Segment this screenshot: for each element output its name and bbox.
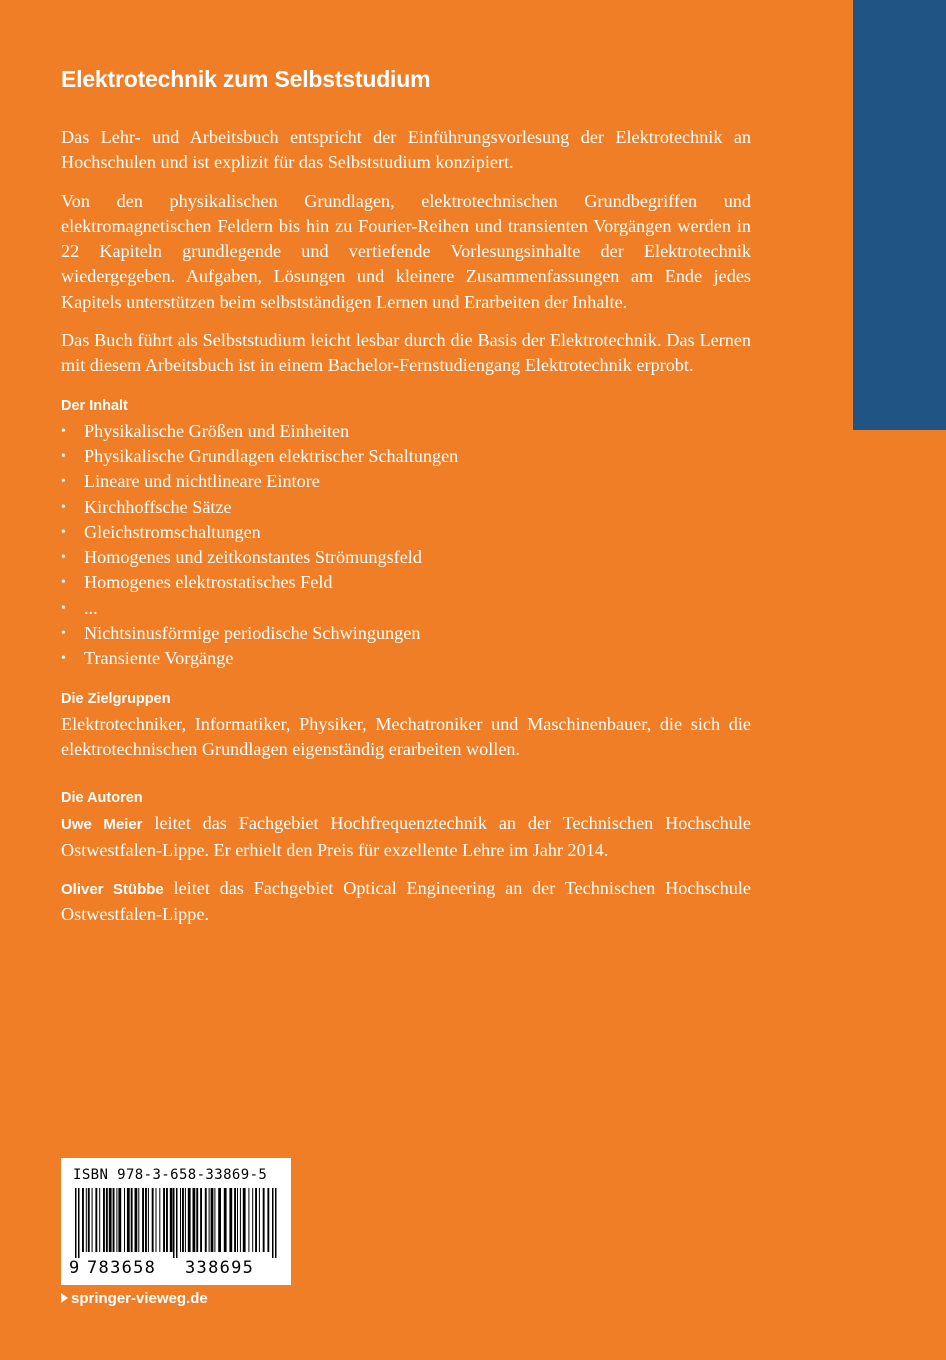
barcode-bar xyxy=(86,1188,87,1252)
barcode-first-digit: 9 xyxy=(69,1258,81,1278)
list-item: • ... xyxy=(61,596,751,621)
list-item: • Nichtsinusförmige periodische Schwingungen xyxy=(61,621,751,646)
barcode-right-digits: 338695 xyxy=(185,1258,255,1278)
author-2-bio: Oliver Stübbe leitet das Fachgebiet Optical Engineering an der Technischen Hochschule Ostwestfalen-Lippe. xyxy=(61,877,751,925)
zielgruppen-text: Elektrotechniker, Informatiker, Physiker, Mechatroniker und Maschinenbauer, die sich die elektrotechnischen Grundlagen eigenständig erarbeiten wollen. xyxy=(61,713,751,759)
intro-paragraph-2: Von den physikalischen Grundlagen, elektrotechnischen Grundbegriffen und elektromagnetischen Feldern bis hin zu Fourier-Reihen und transienten Vorgängen werden in 22 Kapiteln grundlegende und vertiefende Vorlesungsinhalte der Elektrotechnik wiedergegeben. Aufgaben, Lösungen und kleinere Zusammenfassungen am Ende jedes Kapitels unterstützen beim selbstständigen Lernen und Erarbeiten der Inhalte. xyxy=(61,190,751,312)
barcode-bar xyxy=(142,1188,144,1252)
author-2-name: Oliver Stübbe xyxy=(61,880,164,898)
bullet-icon: • xyxy=(61,499,66,515)
barcode-bar xyxy=(259,1188,260,1252)
autoren-heading: Die Autoren xyxy=(61,790,143,807)
barcode-bar xyxy=(127,1188,130,1252)
bullet-icon: • xyxy=(61,448,66,464)
bullet-icon: • xyxy=(61,474,66,490)
inhalt-list xyxy=(61,419,751,672)
barcode-bar xyxy=(176,1188,178,1258)
list-item: • Gleichstromschaltungen xyxy=(61,520,751,545)
barcode-bar xyxy=(166,1188,168,1252)
list-item: • Homogenes elektrostatisches Feld xyxy=(61,570,751,595)
bullet-icon: • xyxy=(61,550,66,566)
barcode-bar xyxy=(263,1188,265,1252)
isbn-barcode xyxy=(61,1158,291,1285)
barcode-bar xyxy=(193,1188,196,1252)
barcode-bar xyxy=(224,1188,227,1252)
intro-paragraph-3: Das Buch führt als Selbststudium leicht lesbar durch die Basis der Elektrotechnik. Das Lernen mit diesem Arbeitsbuch ist in einem Bachelor-Fernstudiengang Elektrotechnik erprobt. xyxy=(61,330,751,376)
barcode-bar xyxy=(200,1188,202,1252)
barcode-bar xyxy=(118,1188,121,1252)
barcode-left-digits: 783658 xyxy=(87,1258,157,1278)
publisher-link[interactable]: springer-vieweg.de xyxy=(61,1290,208,1307)
barcode-bar xyxy=(185,1188,186,1252)
barcode-bar xyxy=(103,1188,105,1252)
barcode-bar xyxy=(237,1188,238,1252)
triangle-arrow-icon xyxy=(61,1293,68,1303)
barcode-bar xyxy=(99,1188,100,1252)
barcode-bar xyxy=(145,1188,147,1252)
barcode-bar xyxy=(209,1188,210,1252)
barcode-bar xyxy=(180,1188,181,1252)
zielgruppen-heading: Die Zielgruppen xyxy=(61,690,171,707)
barcode-bar xyxy=(275,1188,277,1258)
barcode-bar xyxy=(88,1188,90,1252)
barcode-bar xyxy=(78,1188,80,1258)
barcode-bar xyxy=(272,1188,274,1258)
barcode-bar xyxy=(131,1188,133,1252)
intro-paragraph-1: Das Lehr- und Arbeitsbuch entspricht der Einführungsvorlesung der Elektrotechnik an Hochschulen und ist explizit für das Selbststudium konzipiert. xyxy=(61,127,751,173)
bullet-icon: • xyxy=(61,600,66,616)
barcode-bar xyxy=(113,1188,115,1252)
barcode-bar xyxy=(163,1188,165,1252)
barcode-bar xyxy=(148,1188,149,1252)
barcode-bar xyxy=(205,1188,207,1252)
book-title: Elektrotechnik zum Selbststudium xyxy=(61,66,431,92)
barcode-bar xyxy=(234,1188,236,1252)
author-1-bio: Uwe Meier leitet das Fachgebiet Hochfrequenztechnik an der Technischen Hochschule Ostwestfalen-Lippe. Er erhielt den Preis für exzellente Lehre im Jahr 2014. xyxy=(61,813,751,860)
back-cover-text xyxy=(61,62,751,940)
barcode-bar xyxy=(170,1188,173,1252)
barcode-bar xyxy=(135,1188,138,1252)
barcode-bar xyxy=(218,1188,221,1252)
barcode-bar xyxy=(159,1188,160,1252)
author-1-name: Uwe Meier xyxy=(61,816,143,834)
barcode-bar xyxy=(196,1188,198,1252)
barcode-bar xyxy=(75,1188,77,1258)
barcode-bar xyxy=(240,1188,241,1252)
barcode-bar xyxy=(82,1188,84,1252)
barcode-bar xyxy=(211,1188,214,1252)
barcode-bar xyxy=(214,1188,215,1252)
bullet-icon: • xyxy=(61,575,66,591)
barcode-bar xyxy=(182,1188,184,1252)
barcode-bar xyxy=(252,1188,253,1252)
blue-color-band xyxy=(853,0,946,430)
bullet-icon: • xyxy=(61,651,66,667)
barcode-bar xyxy=(267,1188,269,1252)
list-item: • Kirchhoffsche Sätze xyxy=(61,495,751,520)
barcode-bar xyxy=(173,1188,175,1258)
bullet-icon: • xyxy=(61,626,66,642)
barcode-bar xyxy=(106,1188,108,1252)
list-item: • Lineare und nichtlineare Eintore xyxy=(61,469,751,494)
barcode-bars xyxy=(71,1188,281,1258)
barcode-bar xyxy=(92,1188,93,1252)
bullet-icon: • xyxy=(61,423,66,439)
barcode-bar xyxy=(248,1188,249,1252)
list-item: • Transiente Vorgänge xyxy=(61,646,751,671)
barcode-bar xyxy=(124,1188,125,1252)
list-item: • Physikalische Grundlagen elektrischer Schaltungen xyxy=(61,444,751,469)
isbn-number: ISBN 978-3-658-33869-5 xyxy=(73,1167,268,1183)
barcode-bar xyxy=(138,1188,139,1252)
barcode-bar xyxy=(243,1188,246,1252)
barcode-bar xyxy=(229,1188,232,1252)
list-item: • Physikalische Größen und Einheiten xyxy=(61,419,751,444)
barcode-bar xyxy=(188,1188,191,1252)
barcode-bar xyxy=(95,1188,97,1252)
barcode-bar xyxy=(152,1188,154,1252)
list-item: • Homogenes und zeitkonstantes Strömungsfeld xyxy=(61,545,751,570)
bullet-icon: • xyxy=(61,524,66,540)
barcode-bar xyxy=(109,1188,112,1252)
barcode-bar xyxy=(255,1188,257,1252)
inhalt-heading: Der Inhalt xyxy=(61,397,128,414)
barcode-bar xyxy=(116,1188,117,1252)
barcode-bar xyxy=(156,1188,157,1252)
